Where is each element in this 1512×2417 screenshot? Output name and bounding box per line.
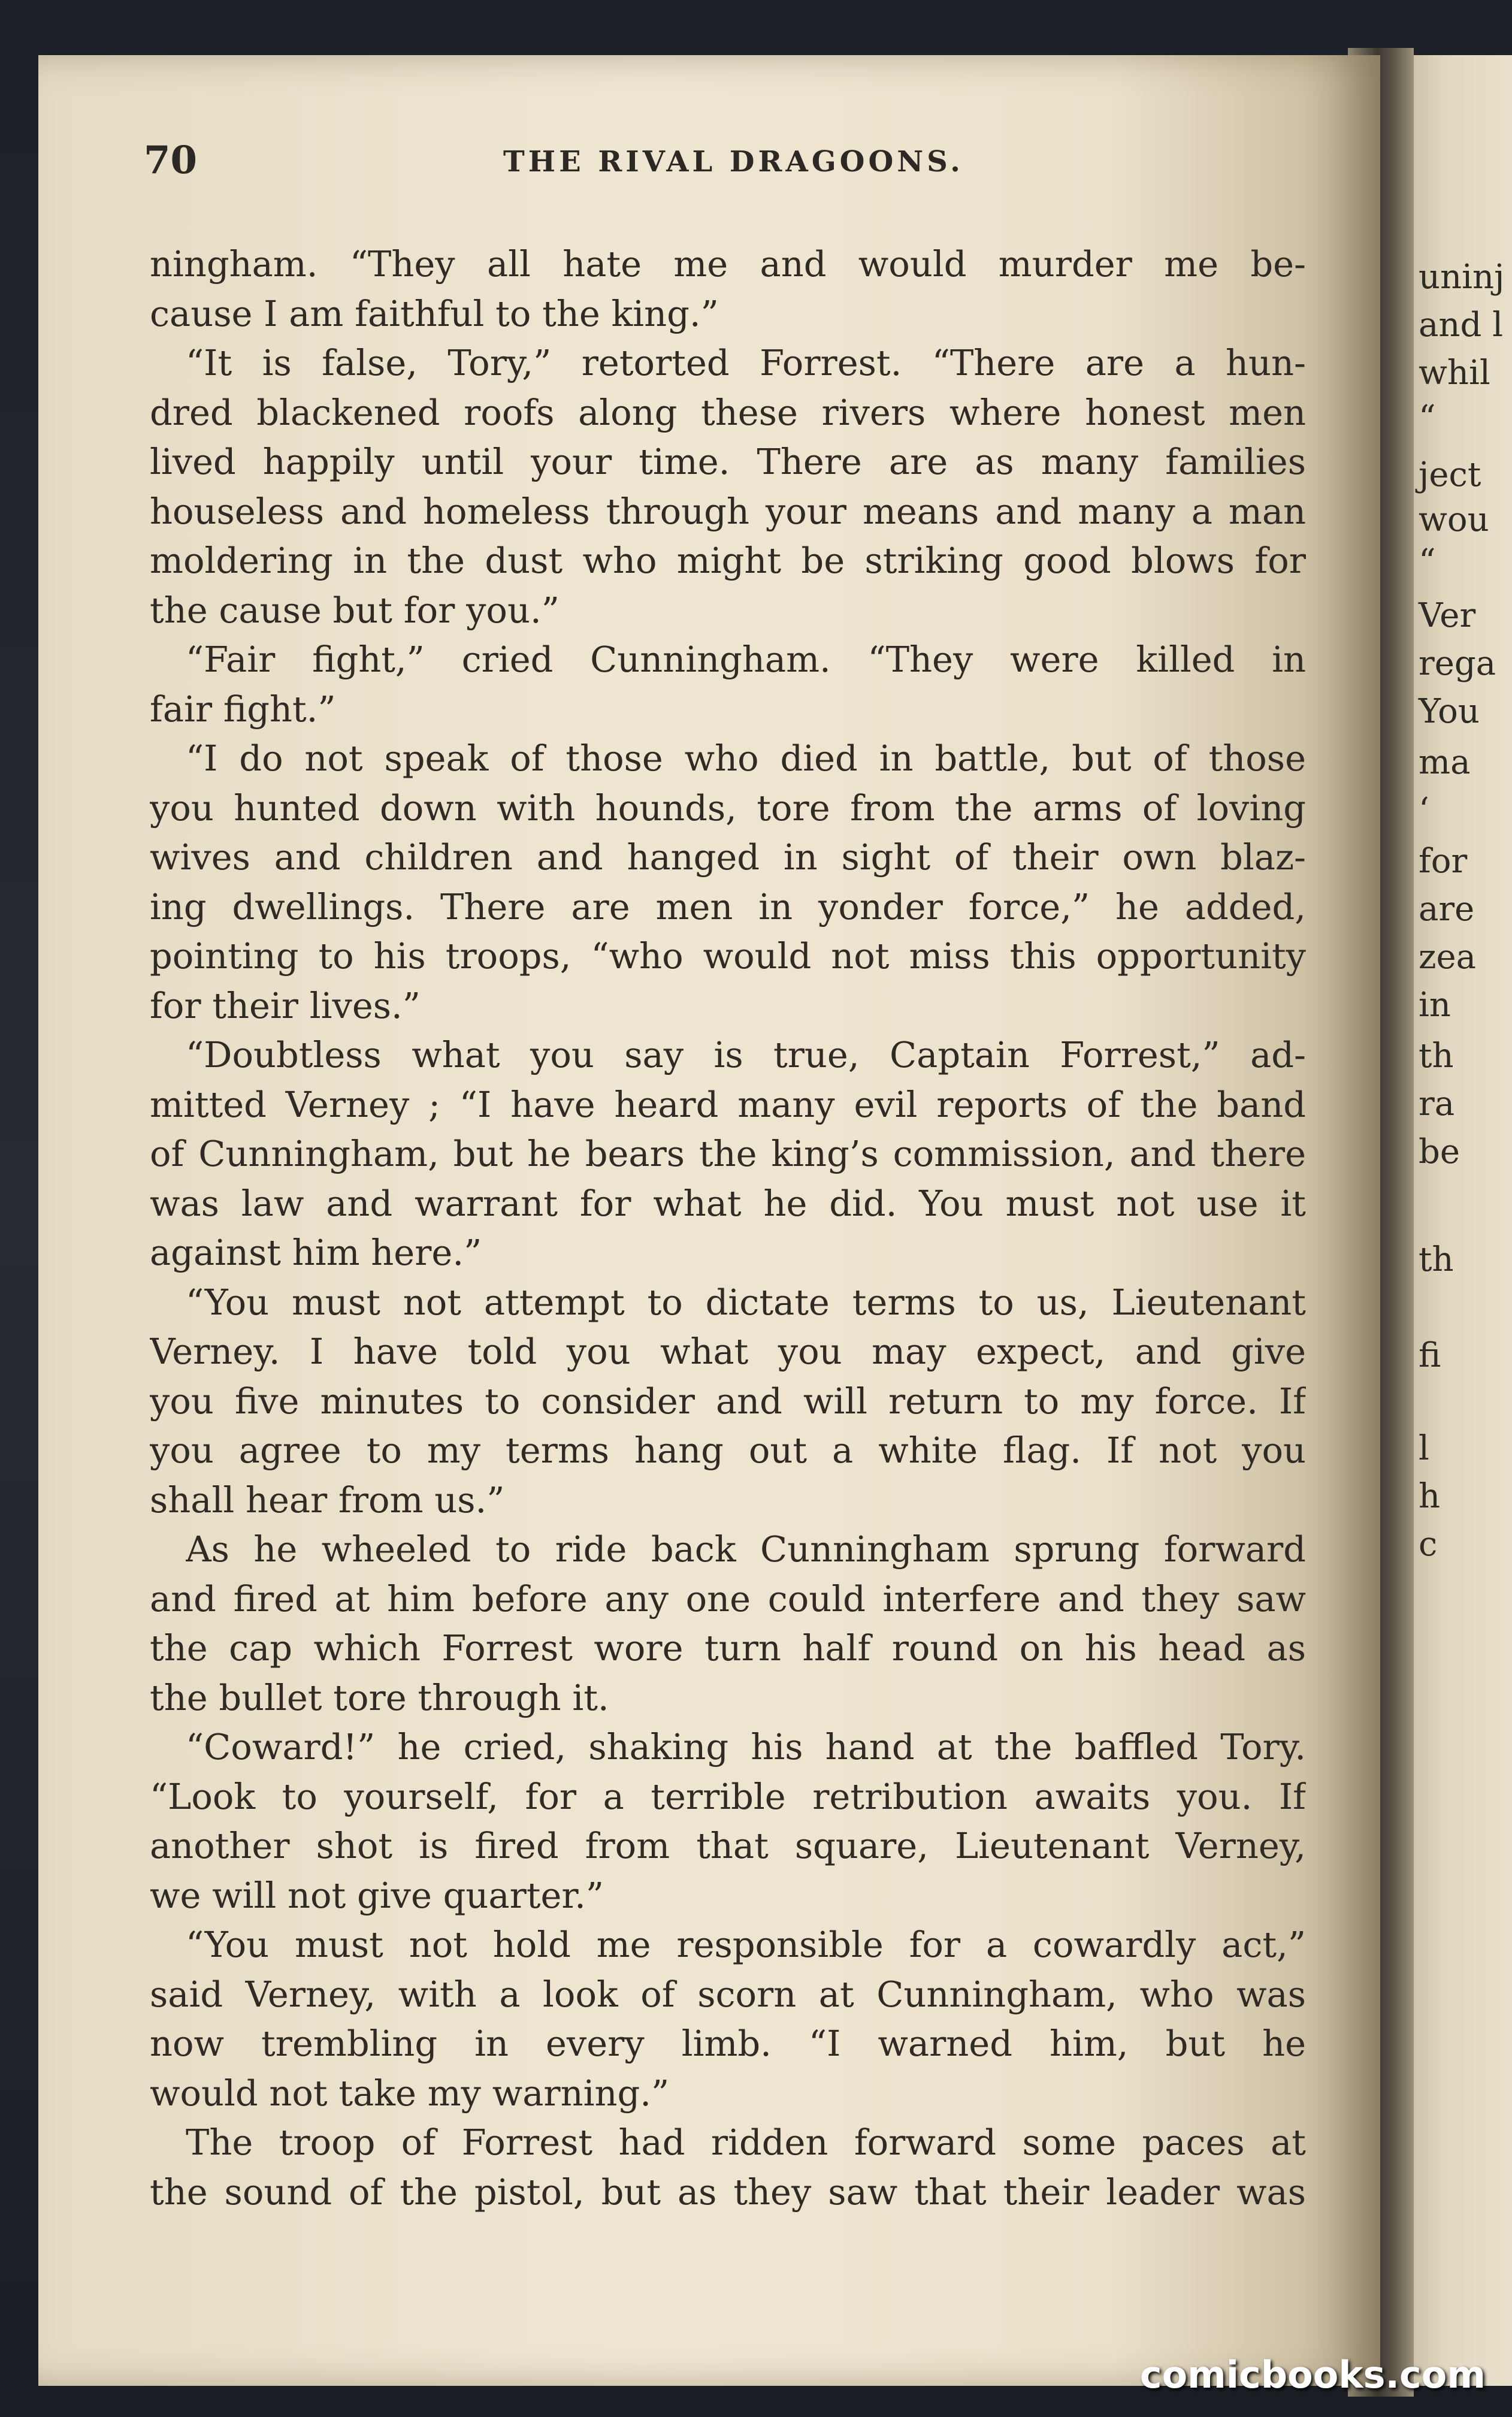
text-line: As he wheeled to ride back Cunningham sprung forward [186,1528,1306,1570]
text-line: pointing to his troops, “who would not miss this opportunity [150,935,1306,977]
facing-page-fragment: wou [1419,500,1489,539]
text-line: “Look to yourself, for a terrible retribution awaits you. If [150,1775,1306,1817]
text-line: against him here.” [150,1232,482,1273]
text-line: the sound of the pistol, but as they saw that their leader was [150,2171,1306,2213]
facing-page-fragment: fi [1419,1336,1441,1375]
facing-page-fragment: zea [1419,938,1477,977]
text-line: “I do not speak of those who died in battle, but of those [186,738,1306,779]
text-line: for their lives.” [150,984,421,1026]
text-line: “Coward!” he cried, shaking his hand at the baffled Tory. [186,1726,1306,1768]
text-line: mitted Verney ; “I have heard many evil reports of the band [150,1083,1306,1125]
text-line: you five minutes to consider and will return to my force. If [150,1380,1306,1422]
facing-page-fragment: for [1419,842,1468,881]
text-line: houseless and homeless through your means and many a man [150,490,1306,532]
text-line: shall hear from us.” [150,1479,505,1521]
text-line: The troop of Forrest had ridden forward some paces at [186,2122,1306,2163]
facing-page-fragment: th [1419,1240,1454,1279]
text-line: wives and children and hanged in sight of their own blaz- [150,836,1306,878]
text-line: moldering in the dust who might be striking good blows for [150,540,1306,581]
text-line: was law and warrant for what he did. You must not use it [150,1182,1306,1224]
text-line: now trembling in every limb. “I warned him, but he [150,2023,1306,2064]
text-line: lived happily until your time. There are as many families [150,441,1306,482]
text-line: would not take my warning.” [150,2072,670,2114]
facing-page-fragment: ma [1419,743,1471,782]
facing-page-fragment: h [1419,1477,1441,1516]
facing-page-fragment: “ [1419,398,1436,437]
text-line: the cause but for you.” [150,589,560,631]
text-line: you hunted down with hounds, tore from the arms of loving [150,787,1306,829]
facing-page-fragment: c [1419,1525,1438,1564]
text-line: we will not give quarter.” [150,1874,604,1916]
facing-page-fragment: whil [1419,354,1490,392]
text-line: “Fair fight,” cried Cunningham. “They were killed in [186,639,1306,680]
facing-page-fragment: th [1419,1037,1454,1075]
text-line: “Doubtless what you say is true, Captain Forrest,” ad- [186,1034,1306,1075]
text-line: you agree to my terms hang out a white flag. If not you [150,1430,1306,1471]
text-line: Verney. I have told you what you may expect, and give [150,1331,1306,1372]
facing-page-fragment: ‘ [1419,791,1429,830]
facing-page-fragment: rega [1419,644,1496,683]
watermark: comicbooks.com [1139,2353,1486,2397]
text-line: ningham. “They all hate me and would murder me be- [150,243,1306,285]
facing-page-fragment: You [1419,692,1480,731]
text-line: and fired at him before any one could interfere and they saw [150,1578,1306,1620]
text-line: fair fight.” [150,688,336,730]
page-header [144,138,1306,192]
facing-page-fragment: ject [1419,455,1481,494]
text-line: “You must not hold me responsible for a cowardly act,” [186,1924,1306,1965]
facing-page-fragment: be [1419,1132,1460,1171]
text-line: said Verney, with a look of scorn at Cunningham, who was [150,1973,1306,2015]
text-line: the bullet tore through it. [150,1676,609,1718]
facing-page-fragment: in [1419,986,1451,1025]
running-title: THE RIVAL DRAGOONS. [503,145,964,179]
text-line: “It is false, Tory,” retorted Forrest. “There are a hun- [186,342,1306,383]
text-line: of Cunningham, but he bears the king’s commission, and there [150,1133,1306,1174]
text-line: cause I am faithful to the king.” [150,292,719,334]
facing-page-fragment: “ [1419,542,1436,581]
text-line: dred blackened roofs along these rivers where honest men [150,391,1306,433]
text-line: another shot is fired from that square, Lieutenant Verney, [150,1825,1306,1866]
page-number: 70 [144,138,198,183]
facing-page-fragment: l [1419,1429,1429,1468]
facing-page-fragment: ra [1419,1084,1455,1123]
text-line: ing dwellings. There are men in yonder force,” he added, [150,886,1306,927]
facing-page-fragment: Ver [1419,596,1476,635]
facing-page-fragment: uninj [1419,258,1505,297]
facing-page-fragment: and l [1419,306,1504,345]
text-line: “You must not attempt to dictate terms to us, Lieutenant [186,1281,1306,1323]
text-line: the cap which Forrest wore turn half round on his head as [150,1627,1306,1669]
facing-page-fragment: are [1419,890,1475,929]
